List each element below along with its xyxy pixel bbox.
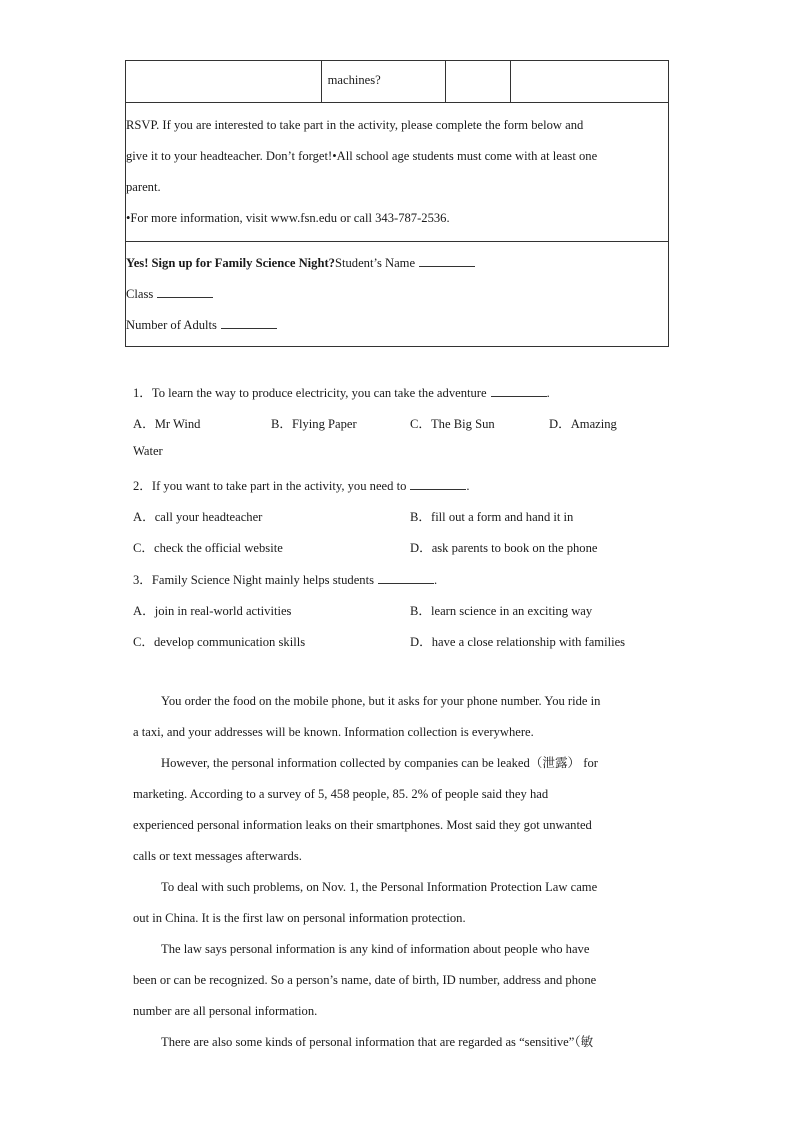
passage-line: However, the personal information collected by companies can be leaked（泄露） for: [161, 756, 598, 770]
q3-stem: [133, 569, 437, 588]
q1-stem-text: 1．To learn the way to produce electricity, you can take the adventure: [133, 386, 487, 400]
q3-stem-text: 3．Family Science Night mainly helps students: [133, 573, 375, 587]
signup-row: [126, 242, 669, 347]
q1-option-d-cont: Water: [133, 444, 163, 458]
class-blank: [157, 288, 213, 298]
q2-option-d: D．ask parents to book on the phone: [410, 541, 598, 555]
q2-stem-end: .: [466, 479, 470, 493]
q1-option-b: B．Flying Paper: [271, 417, 357, 431]
q1-option-d: D．Amazing: [549, 417, 617, 431]
signup-line: [126, 248, 668, 279]
q3-option-b: B．learn science in an exciting way: [410, 604, 593, 618]
passage-line: been or can be recognized. So a person’s name, date of birth, ID number, address and phone: [133, 973, 597, 987]
q1-stem-end: .: [546, 386, 550, 400]
passage: [133, 686, 663, 1058]
q1-stem: [133, 382, 550, 401]
signup-line: [126, 310, 668, 341]
q1-blank: [491, 387, 547, 397]
q2-option-a: A．call your headteacher: [133, 510, 263, 524]
machines-text: machines?: [327, 73, 381, 87]
signup-cell: [126, 242, 669, 347]
q3-option-a: A．join in real-world activities: [133, 604, 292, 618]
table-cell: [126, 61, 322, 103]
rsvp-cell: [126, 103, 669, 242]
rsvp-line: give it to your headteacher. Don’t forget!•All school age students must come with at least one: [126, 149, 598, 163]
passage-line: To deal with such problems, on Nov. 1, the Personal Information Protection Law came: [161, 880, 598, 894]
table-cell: [321, 61, 446, 103]
q3-option-d: D．have a close relationship with families: [410, 635, 626, 649]
rsvp-line: parent.: [126, 180, 161, 194]
table-row: [126, 61, 669, 103]
q1-option-a: A．Mr Wind: [133, 417, 201, 431]
passage-line: The law says personal information is any kind of information about people who have: [161, 942, 590, 956]
passage-line: out in China. It is the first law on personal information protection.: [133, 911, 466, 925]
passage-line: marketing. According to a survey of 5, 458 people, 85. 2% of people said they had: [133, 787, 549, 801]
signup-line: [126, 279, 668, 310]
student-name-blank: [419, 257, 475, 267]
q2-blank: [410, 480, 466, 490]
passage-line: experienced personal information leaks on their smartphones. Most said they got unwanted: [133, 818, 592, 832]
passage-line: number are all personal information.: [133, 1004, 318, 1018]
q2-option-c: C．check the official website: [133, 541, 283, 555]
q3-blank: [378, 574, 434, 584]
passage-line: calls or text messages afterwards.: [133, 849, 302, 863]
passage-line: There are also some kinds of personal information that are regarded as “sensitive”（敏: [161, 1035, 594, 1049]
signup-heading: Yes! Sign up for Family Science Night?: [126, 256, 335, 270]
table-cell: [446, 61, 511, 103]
passage-line: a taxi, and your addresses will be known. Information collection is everywhere.: [133, 725, 534, 739]
q2-stem: [133, 475, 470, 494]
q3-option-c: C．develop communication skills: [133, 635, 306, 649]
table-cell: [511, 61, 669, 103]
adults-blank: [221, 319, 277, 329]
rsvp-line: RSVP. If you are interested to take part in the activity, please complete the form below and: [126, 118, 584, 132]
rsvp-row: [126, 103, 669, 242]
rsvp-line: •For more information, visit www.fsn.edu or call 343-787-2536.: [126, 211, 450, 225]
q2-stem-text: 2．If you want to take part in the activity, you need to: [133, 479, 407, 493]
passage-line: You order the food on the mobile phone, but it asks for your phone number. You ride in: [161, 694, 601, 708]
q2-option-b: B．fill out a form and hand it in: [410, 510, 574, 524]
q3-stem-end: .: [434, 573, 438, 587]
activity-table: [125, 60, 669, 347]
student-name-label: Student’s Name: [334, 256, 416, 270]
q1-option-c: C．The Big Sun: [410, 417, 495, 431]
class-label: Class: [126, 287, 154, 301]
adults-label: Number of Adults: [126, 318, 217, 332]
